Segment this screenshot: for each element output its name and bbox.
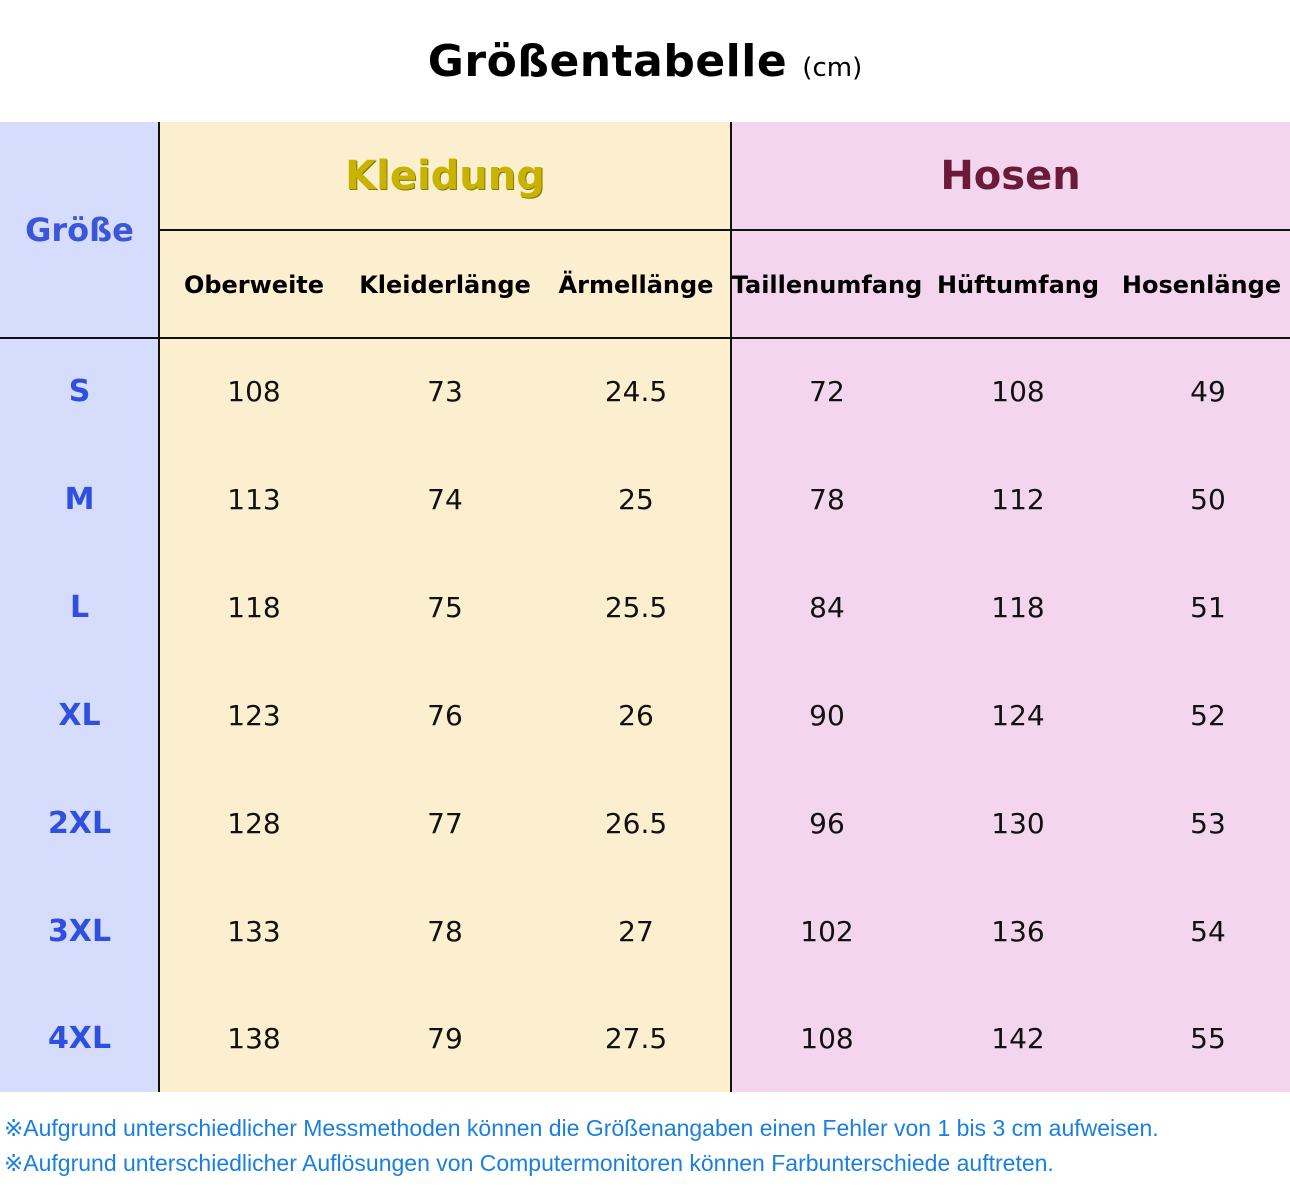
table-row [0,445,1290,553]
size-label: XL [58,697,101,733]
footnote-color: ※Aufgrund unterschiedlicher Auflösungen von Computermonitoren können Farbunterschiede auftreten. [4,1150,1054,1176]
value-kleiderlaenge: 73 [427,374,463,408]
value-taillenumfang: 78 [809,482,845,516]
value-oberweite: 138 [227,1021,281,1055]
value-oberweite: 133 [227,914,281,948]
value-aermellaenge: 25 [618,482,654,516]
column-header-aermellaenge: Ärmellänge [558,271,714,299]
value-oberweite: 108 [227,374,281,408]
footnote-measurement: ※Aufgrund unterschiedlicher Messmethoden können die Größenangaben einen Fehler von 1 bis 3 cm aufweisen. [4,1115,1159,1141]
value-hosenlaenge: 50 [1190,482,1226,516]
value-taillenumfang: 90 [809,698,845,732]
title-main: Größentabelle [427,36,788,87]
size-label: 3XL [47,913,112,949]
table-row [0,337,1290,445]
table-row [0,769,1290,877]
value-taillenumfang: 102 [800,914,854,948]
value-hueftumfang: 124 [991,698,1045,732]
divider-header-body [0,337,1290,339]
table-row [0,661,1290,769]
value-oberweite: 123 [227,698,281,732]
value-hosenlaenge: 54 [1190,914,1226,948]
value-taillenumfang: 84 [809,590,845,624]
size-label: 4XL [47,1020,112,1056]
value-kleiderlaenge: 79 [427,1021,463,1055]
column-header-oberweite: Oberweite [183,271,325,299]
size-label: L [69,589,90,625]
value-oberweite: 128 [227,806,281,840]
value-hueftumfang: 112 [991,482,1045,516]
value-aermellaenge: 26.5 [604,806,668,840]
value-kleiderlaenge: 78 [427,914,463,948]
value-kleiderlaenge: 76 [427,698,463,732]
column-header-kleiderlaenge: Kleiderlänge [359,271,531,299]
value-taillenumfang: 108 [800,1021,854,1055]
value-aermellaenge: 27 [618,914,654,948]
value-hosenlaenge: 52 [1190,698,1226,732]
value-hueftumfang: 130 [991,806,1045,840]
value-aermellaenge: 27.5 [604,1021,668,1055]
value-hosenlaenge: 49 [1190,374,1226,408]
value-taillenumfang: 96 [809,806,845,840]
value-kleiderlaenge: 77 [427,806,463,840]
value-hueftumfang: 108 [991,374,1045,408]
page-title [0,36,1290,87]
divider-group-header [159,229,1290,231]
value-hosenlaenge: 53 [1190,806,1226,840]
table-row [0,984,1290,1092]
title-unit: (cm) [802,53,863,83]
value-kleiderlaenge: 74 [427,482,463,516]
value-hueftumfang: 136 [991,914,1045,948]
size-label: M [64,481,95,517]
value-hueftumfang: 142 [991,1021,1045,1055]
value-taillenumfang: 72 [809,374,845,408]
value-aermellaenge: 24.5 [604,374,668,408]
value-hueftumfang: 118 [991,590,1045,624]
value-oberweite: 118 [227,590,281,624]
divider-clothing-pants [730,122,732,1092]
table-row [0,877,1290,985]
table-row [0,553,1290,661]
value-hosenlaenge: 55 [1190,1021,1226,1055]
size-label: 2XL [47,805,112,841]
value-aermellaenge: 26 [618,698,654,732]
column-header-hueftumfang: Hüftumfang [936,271,1100,299]
value-kleiderlaenge: 75 [427,590,463,624]
divider-size-column [158,122,160,1092]
size-header: Größe [25,211,134,249]
value-hosenlaenge: 51 [1190,590,1226,624]
value-oberweite: 113 [227,482,281,516]
column-header-hosenlaenge: Hosenlänge [1121,271,1282,299]
value-aermellaenge: 25.5 [604,590,668,624]
pants-group-header: Hosen [940,153,1081,199]
clothing-group-header: Kleidung [345,153,545,199]
size-label: S [68,373,91,409]
column-header-taillenumfang: Taillenumfang [731,271,923,299]
